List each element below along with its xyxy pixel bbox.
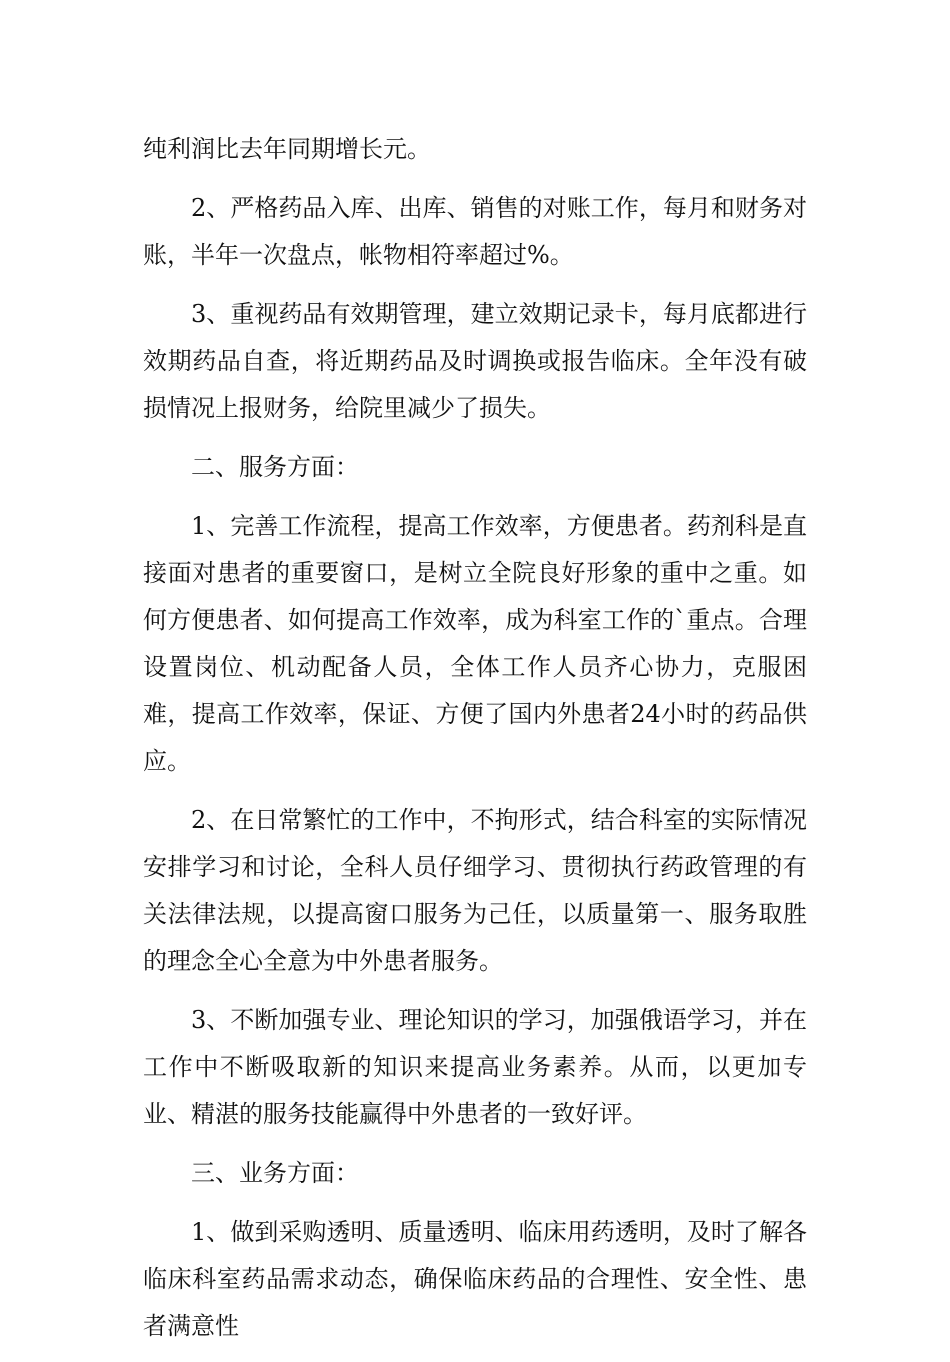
paragraph-continued: 纯利润比去年同期增长元。 [143,135,431,163]
section-heading-business: 三、业务方面： [191,1159,359,1187]
paragraph-professional-learning: 3、不断加强专业、理论知识的学习，加强俄语学习，并在工作中不断吸取新的知识来提高业务素养。从而，以更加专业、精湛的服务技能赢得中外患者的一致好评。 [143,1006,807,1128]
document-body [143,126,807,1362]
paragraph-procurement: 1、做到采购透明、质量透明、临床用药透明，及时了解各临床科室药品需求动态，确保临床药品的合理性、安全性、患者满意性 [143,1218,807,1340]
paragraph-expiry-management: 3、重视药品有效期管理，建立效期记录卡，每月底都进行效期药品自查，将近期药品及时调换或报告临床。全年没有破损情况上报财务，给院里减少了损失。 [143,300,807,422]
paragraph-workflow: 1、完善工作流程，提高工作效率，方便患者。药剂科是直接面对患者的重要窗口，是树立全院良好形象的重中之重。如何方便患者、如何提高工作效率，成为科室工作的`重点。合理设置岗位、机动配备人员，全体工作人员齐心协力，克服困难，提高工作效率，保证、方便了国内外患者24小时的药品供应。 [143,512,807,775]
paragraph-inventory-reconciliation: 2、严格药品入库、出库、销售的对账工作，每月和财务对账，半年一次盘点，帐物相符率超过%。 [143,194,807,269]
paragraph-study: 2、在日常繁忙的工作中，不拘形式，结合科室的实际情况安排学习和讨论，全科人员仔细学习、贯彻执行药政管理的有关法律法规，以提高窗口服务为己任，以质量第一、服务取胜的理念全心全意为中外患者服务。 [143,806,807,975]
section-heading-service: 二、服务方面： [191,453,359,481]
